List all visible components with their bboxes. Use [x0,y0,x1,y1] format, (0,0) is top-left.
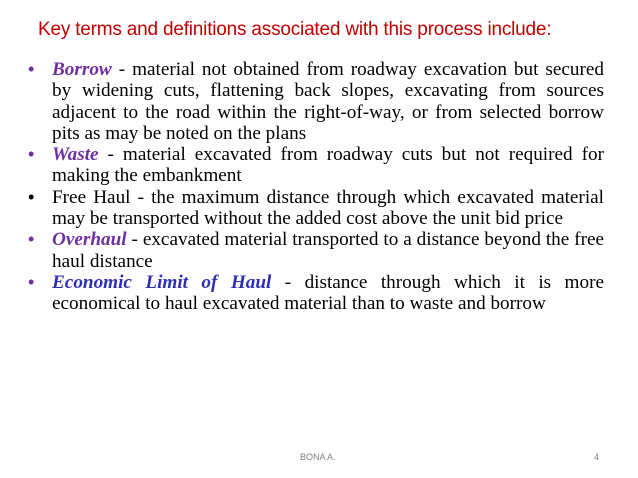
definition-borrow: - material not obtained from roadway excavation but secured by widening cuts, flattening back slopes, excavating from sources adjacent to the road within the right-of-way, or from selected borrow pits as may be noted on the plans [52,59,604,144]
bullet-icon: • [28,229,35,250]
list-item-economic-limit [26,272,604,315]
definition-list [26,59,604,315]
slide-title: Key terms and definitions associated with this process include: [38,19,552,40]
list-item-overhaul [26,229,604,272]
bullet-icon: • [28,271,35,292]
page-number: 4 [594,452,600,462]
definition-overhaul: - excavated material transported to a distance beyond the free haul distance [52,229,604,272]
term-overhaul: Overhaul [52,229,127,251]
bullet-icon: • [28,144,35,165]
definition-economic-limit-of-haul: - distance through which it is more economical to haul excavated material than to waste and borrow [52,271,604,315]
list-item-borrow [26,59,604,144]
term-economic-limit-of-haul: Economic Limit of Haul [52,271,272,293]
bullet-icon: • [28,59,35,79]
definition-free-haul: Free Haul - the maximum distance through which excavated material may be transported without the added cost above the unit bid price [52,186,604,230]
list-item-free-haul [26,187,604,230]
list-item-waste [26,144,604,187]
footer-author: BONA A. [300,452,336,462]
definition-waste: - material excavated from roadway cuts but not required for making the embankment [52,144,604,187]
term-waste: Waste [52,144,99,166]
bullet-icon: • [28,186,35,207]
term-borrow: Borrow [52,59,112,80]
